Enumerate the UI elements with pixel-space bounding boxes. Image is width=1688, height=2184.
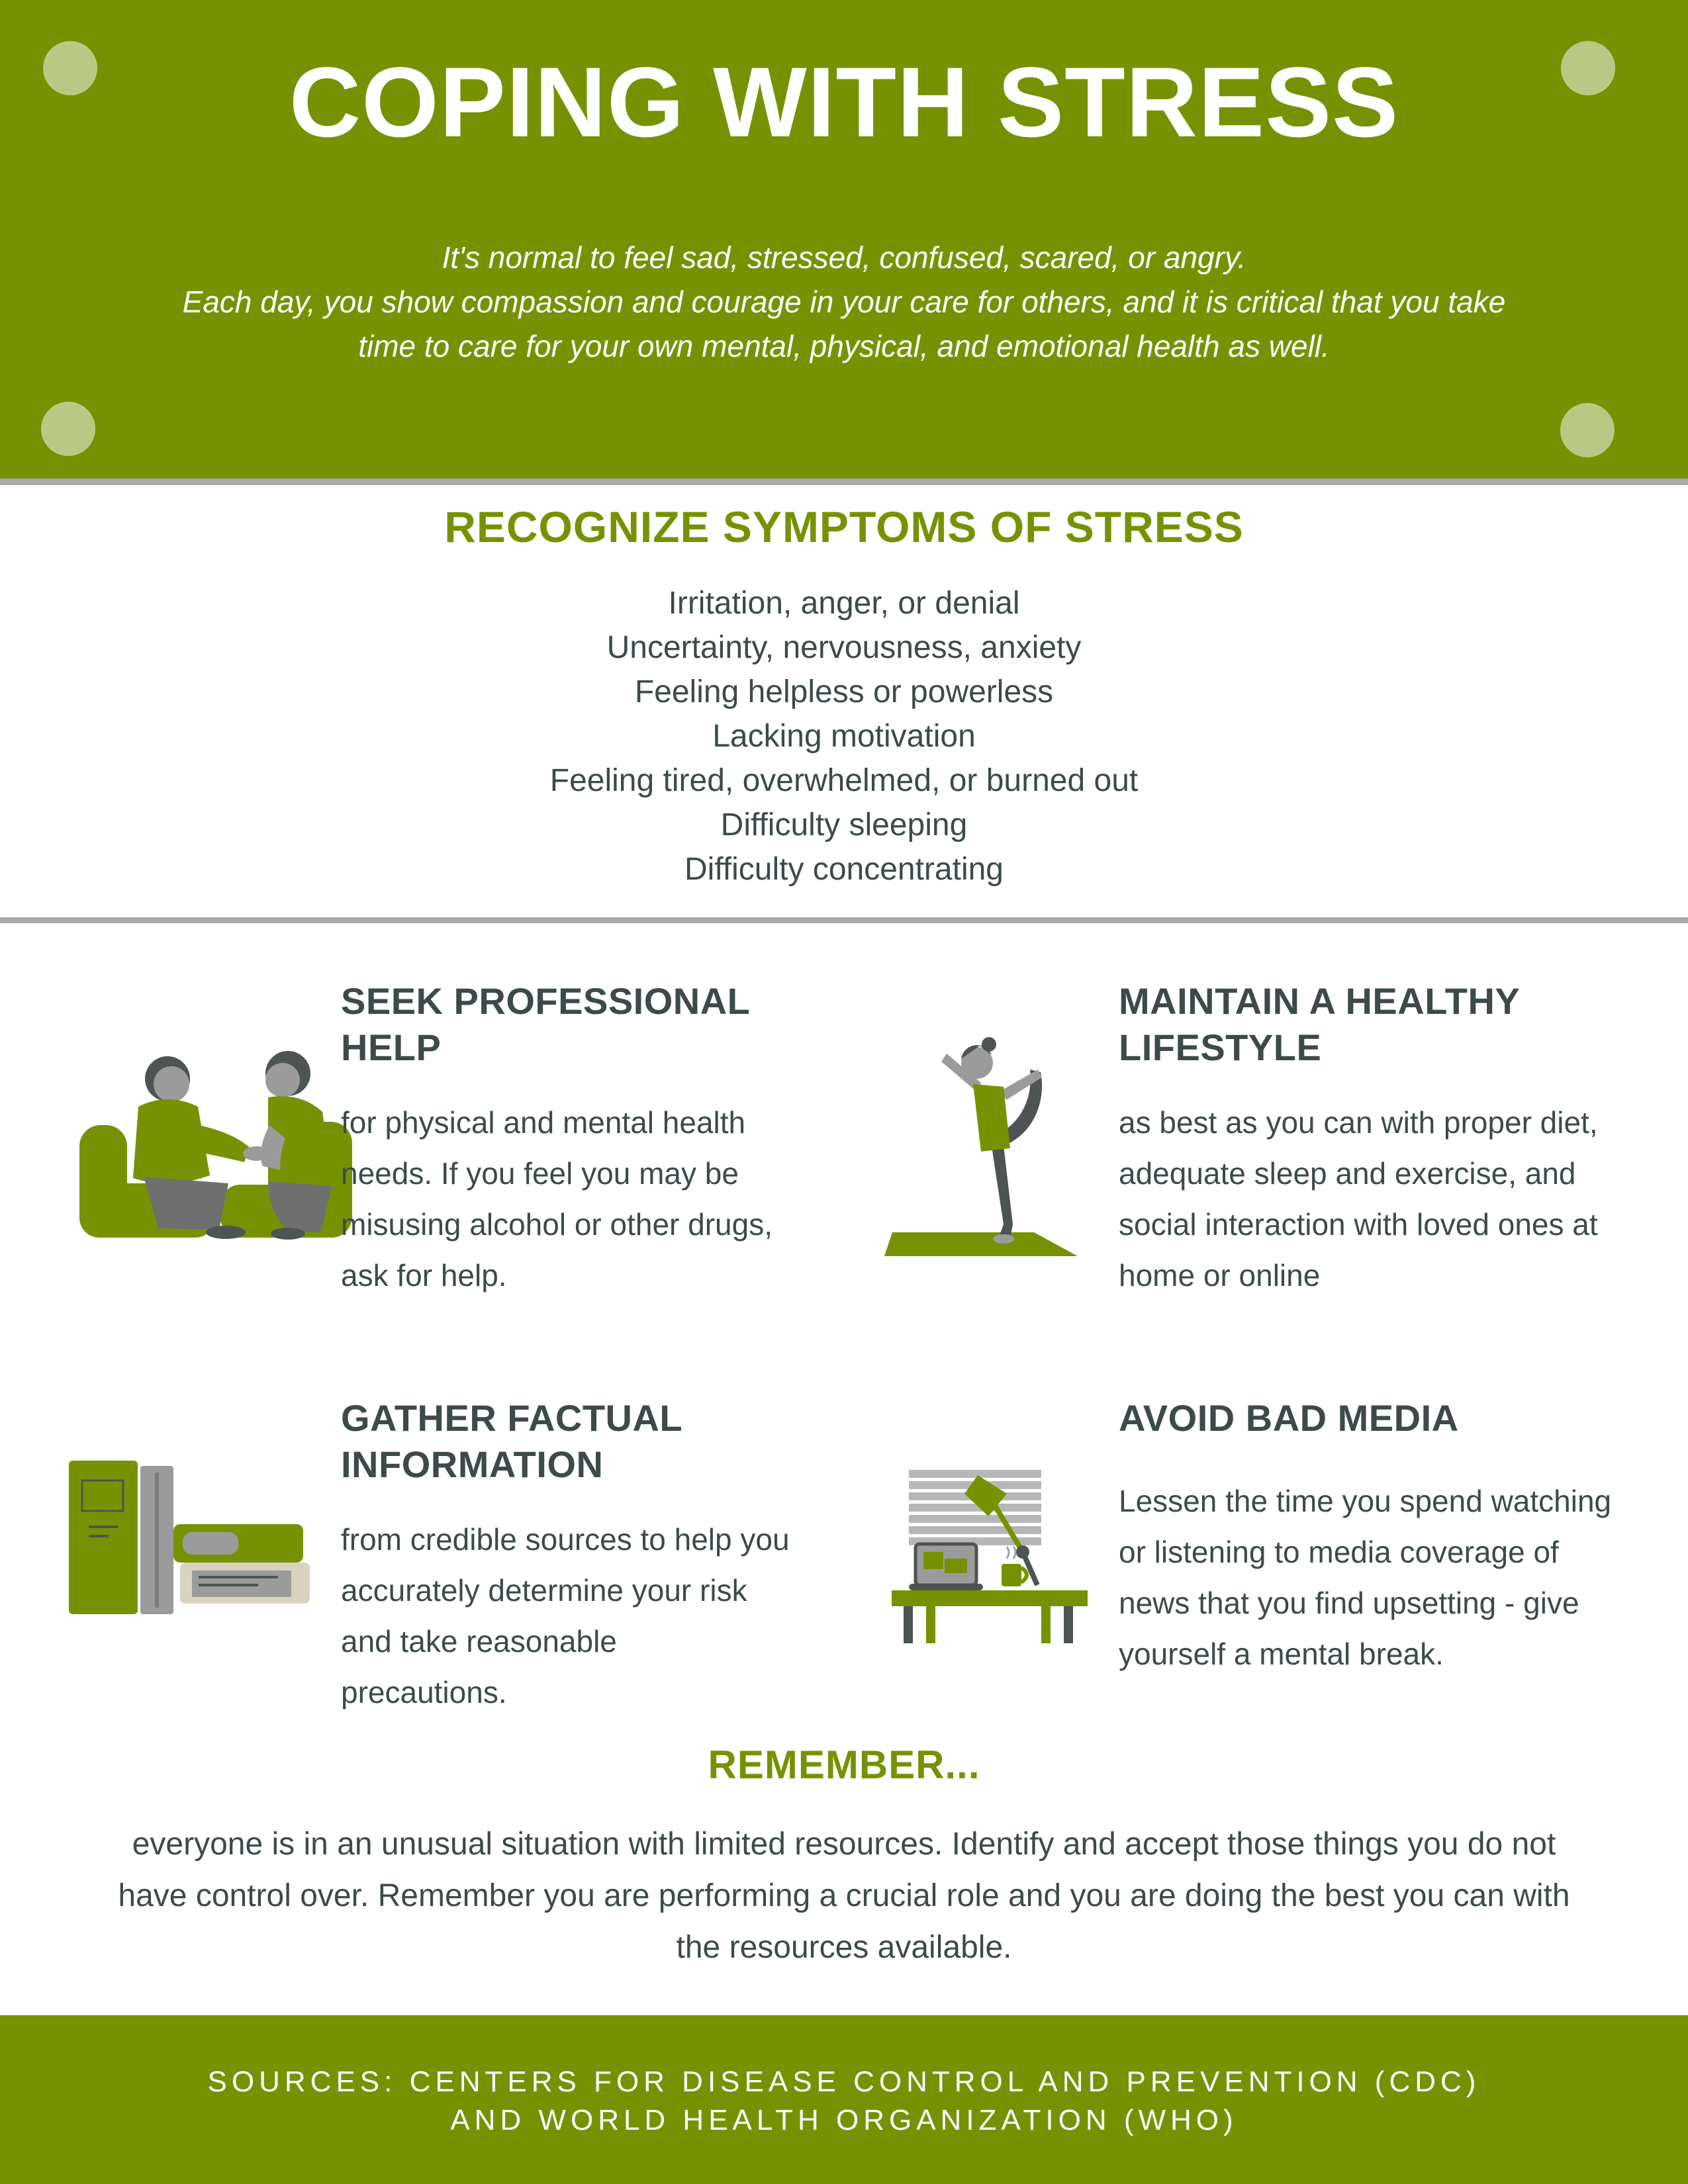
remember-section-heading: REMEMBER...	[708, 1743, 980, 1787]
subtitle-line: It's normal to feel sad, stressed, confused, scared, or angry.	[442, 240, 1246, 275]
card-gather-factual-information	[341, 1395, 791, 1718]
symptom-item: Uncertainty, nervousness, anxiety	[606, 630, 1082, 665]
symptom-item: Feeling tired, overwhelmed, or burned out	[549, 763, 1139, 798]
card-heading: GATHER FACTUAL INFORMATION	[341, 1397, 682, 1485]
subtitle-line: Each day, you show compassion and courage in your care for others, and it is critical that you take	[182, 285, 1506, 319]
sources-line: SOURCES: CENTERS FOR DISEASE CONTROL AND PREVENTION (CDC)	[207, 2066, 1481, 2098]
card-body: as best as you can with proper diet, adequate sleep and exercise, and social interaction with loved ones at home or online	[1119, 1105, 1598, 1293]
symptom-item: Irritation, anger, or denial	[668, 586, 1020, 621]
decorative-dot	[41, 402, 95, 456]
card-seek-professional-help	[341, 978, 791, 1301]
remember-paragraph	[0, 1819, 1688, 1974]
card-heading: AVOID BAD MEDIA	[1119, 1397, 1459, 1439]
remember-line: everyone is in an unusual situation with limited resources. Identify and accept those things you do not	[132, 1827, 1556, 1862]
symptom-item: Difficulty concentrating	[684, 852, 1004, 887]
remember-line: have control over. Remember you are performing a crucial role and you are doing the best you can with	[118, 1878, 1570, 1913]
section-divider	[0, 478, 1688, 485]
symptoms-list	[0, 581, 1688, 891]
desk-icon	[884, 1453, 1096, 1645]
header-subtitle	[0, 236, 1688, 369]
symptom-item: Difficulty sleeping	[720, 807, 968, 842]
page-title: COPING WITH STRESS	[289, 46, 1399, 158]
sources-text	[0, 2063, 1688, 2140]
card-heading: SEEK PROFESSIONAL HELP	[341, 980, 750, 1068]
card-body: from credible sources to help you accurately determine your risk and take reasonable precautions.	[341, 1522, 790, 1709]
card-heading: MAINTAIN A HEALTHY LIFESTYLE	[1119, 980, 1520, 1068]
footer-band	[0, 2015, 1688, 2184]
counseling-icon	[70, 1026, 361, 1244]
decorative-dot	[1560, 403, 1615, 457]
header-band	[0, 0, 1688, 478]
section-divider	[0, 917, 1688, 923]
remember-line: the resources available.	[676, 1930, 1012, 1965]
symptom-item: Lacking motivation	[712, 719, 976, 754]
symptoms-section-heading: RECOGNIZE SYMPTOMS OF STRESS	[444, 502, 1244, 551]
yoga-icon	[880, 1006, 1086, 1257]
subtitle-line: time to care for your own mental, physical, and emotional health as well.	[358, 329, 1330, 363]
symptom-item: Feeling helpless or powerless	[634, 674, 1054, 709]
books-icon	[60, 1446, 311, 1618]
card-maintain-healthy-lifestyle	[1119, 978, 1612, 1301]
card-avoid-bad-media	[1119, 1395, 1612, 1680]
card-body: for physical and mental health needs. If you feel you may be misusing alcohol or other drugs, ask for help.	[341, 1105, 773, 1293]
sources-line: AND WORLD HEALTH ORGANIZATION (WHO)	[450, 2104, 1238, 2136]
card-body: Lessen the time you spend watching or listening to media coverage of news that you find upsetting - give yourself a mental break.	[1119, 1484, 1612, 1671]
